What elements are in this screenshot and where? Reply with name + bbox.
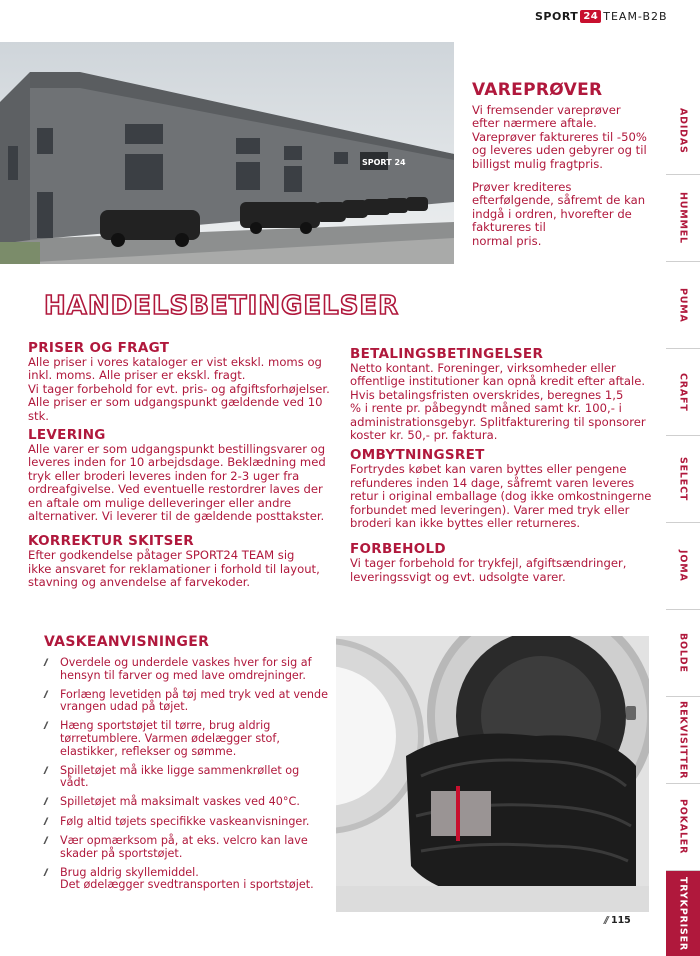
vareproever-section (472, 80, 652, 248)
tab-hummel[interactable] (666, 175, 700, 262)
tab-adidas[interactable] (666, 88, 700, 175)
care-item (44, 689, 328, 715)
tab-label: JOMA (677, 550, 689, 582)
section-line: leveres inden for 10 arbejdsdage. Beklædning med (28, 455, 326, 470)
tab-label: HUMMEL (677, 192, 689, 244)
brand-tabs (666, 88, 700, 956)
brand-badge: 24 (580, 10, 601, 23)
section-heading: OMBYTNINGSRET (350, 447, 485, 464)
care-heading: VASKEANVISNINGER (44, 634, 210, 650)
slash-mark: // (604, 915, 607, 926)
section-line: inkl. moms. Alle priser er ekskl. fragt. (28, 368, 246, 383)
page-number (604, 915, 631, 926)
tab-puma[interactable] (666, 262, 700, 349)
vareproever-line: billigst mulig fragtpris. (472, 156, 603, 171)
tab-pokaler[interactable] (666, 784, 700, 871)
section-line: broderi kan ikke byttes eller returneres. (350, 516, 581, 531)
care-item (44, 796, 328, 809)
section-line: Vi tager forbehold for evt. pris- og afgiftsforhøjelser. (28, 381, 330, 396)
brand-suffix: TEAM-B2B (603, 10, 668, 23)
building-illustration (0, 42, 454, 264)
tab-label: BOLDE (677, 633, 689, 673)
section-body (28, 356, 336, 423)
vareproever-heading: VAREPRØVER (472, 80, 603, 100)
section-line: Netto kontant. Foreninger, virksomheder eller (350, 361, 616, 375)
washing-machine-illustration (336, 636, 649, 912)
section-line: stavning og anvendelse af farvekoder. (28, 575, 251, 590)
section-line: stk. (28, 408, 49, 423)
care-item (44, 867, 328, 893)
care-line: Det ødelægger svedtransporten i sportstøjet. (60, 878, 314, 892)
section-body (350, 362, 658, 442)
section-line: Alle priser i vores kataloger er vist ekskl. moms og (28, 355, 322, 369)
slash-mark: // (44, 835, 46, 847)
section-line: ordreafgivelse. Ved eventuelle restordrer laves der (28, 482, 323, 497)
section-heading: PRISER OG FRAGT (28, 340, 170, 356)
section-body (350, 557, 658, 584)
vareproever-line: indgå i ordren, hvorefter de (472, 206, 632, 221)
care-line: tørretumblere. Varmen ødelægger stof, (60, 731, 280, 745)
section-line: koster kr. 50,- pr. faktura. (350, 428, 498, 443)
slash-mark: // (44, 797, 46, 809)
slash-mark: // (44, 867, 46, 879)
right-column (350, 346, 658, 584)
care-line: Spilletøjet må maksimalt vaskes ved 40°C. (60, 795, 300, 809)
care-item (44, 657, 328, 683)
tab-label: SELECT (677, 456, 689, 502)
section-heading: FORBEHOLD (350, 541, 446, 558)
care-item (44, 835, 328, 861)
tab-select[interactable] (666, 436, 700, 523)
section-line: tryk eller broderi leveres inden for 2-3 uger fra (28, 468, 300, 483)
left-column (28, 340, 336, 590)
tab-craft[interactable] (666, 349, 700, 436)
section-line: Fortrydes købet kan varen byttes eller pengene (350, 462, 627, 477)
section-body (350, 463, 658, 530)
section-korrektur (28, 533, 336, 589)
building-photo (0, 42, 454, 264)
care-line: Hæng sportstøjet til tørre, brug aldrig (60, 719, 271, 733)
vareproever-line: Vareprøver faktureres til -50% (472, 129, 647, 144)
section-priser (28, 340, 336, 423)
tab-label: REKVISITTER (677, 700, 689, 780)
section-line: en aftale om mulige delleveringer eller andre (28, 495, 292, 510)
section-line: leveringssvigt og evt. udsolgte varer. (350, 569, 566, 584)
tab-rekvisitter[interactable] (666, 697, 700, 784)
vareproever-text (472, 104, 652, 248)
tab-joma[interactable] (666, 523, 700, 610)
section-heading: LEVERING (28, 427, 106, 444)
vareproever-line: Vi fremsender vareprøver (472, 103, 621, 117)
vareproever-line: og leveres uden gebyrer og til (472, 143, 647, 158)
care-line: elastikker, reflekser og sømme. (60, 744, 237, 758)
section-line: alternativer. Vi leverer til de gældende posttakster. (28, 509, 325, 524)
care-line: Spilletøjet må ikke ligge sammenkrøllet og vådt. (60, 763, 300, 790)
section-line: administrationsgebyr. Splitfakturering til sponsorer (350, 414, 646, 429)
tab-label: POKALER (677, 799, 689, 855)
building-sign: SPORT 24 (362, 158, 406, 167)
care-line: Forlæng levetiden på tøj med tryk ved at vende (60, 687, 328, 701)
care-line: Overdele og underdele vaskes hver for sig af (60, 656, 312, 669)
slash-mark: // (44, 765, 46, 777)
tab-trykpriser[interactable] (666, 871, 700, 956)
vareproever-line: efterfølgende, såfremt de kan (472, 193, 646, 208)
slash-mark: // (44, 658, 46, 669)
section-line: refunderes inden 14 dage, såfremt varen leveres (350, 475, 635, 490)
tab-label: CRAFT (677, 372, 689, 412)
section-heading: BETALINGSBETINGELSER (350, 346, 544, 362)
care-item (44, 765, 328, 791)
section-line: Hvis betalingsfristen overskrides, beregnes 1,5 (350, 387, 624, 402)
section-line: Alle varer er som udgangspunkt bestillingsvarer og (28, 442, 326, 457)
care-list (44, 657, 328, 898)
section-line: Vi tager forbehold for trykfejl, afgiftsændringer, (350, 556, 627, 571)
section-line: forbundet med leveringen). Varer med tryk eller (350, 502, 630, 517)
care-line: Brug aldrig skyllemiddel. (60, 865, 199, 879)
section-forbehold (350, 541, 658, 584)
care-line: skader på sportstøjet. (60, 846, 183, 860)
brand-name: SPORT (535, 10, 579, 23)
vareproever-line: efter nærmere aftale. (472, 116, 597, 131)
vareproever-line: faktureres til (472, 220, 546, 235)
section-line: retur i original emballage (dog ikke omkostningerne (350, 489, 652, 504)
section-line: % i rente pr. påbegyndt måned samt kr. 100,- i (350, 401, 622, 416)
brand-logo (535, 10, 668, 23)
section-body (28, 443, 336, 523)
section-body (28, 549, 336, 589)
section-betaling (350, 346, 658, 442)
care-item (44, 816, 328, 829)
page-title: HANDELSBETINGELSER (44, 291, 400, 321)
section-line: offentlige institutioner kan opnå kredit efter aftale. (350, 374, 646, 389)
tab-bolde[interactable] (666, 610, 700, 697)
section-heading: KORREKTUR SKITSER (28, 533, 194, 550)
vareproever-line: normal pris. (472, 233, 542, 248)
section-ombytning (350, 447, 658, 530)
section-line: Efter godkendelse påtager SPORT24 TEAM sig (28, 548, 295, 563)
section-line: ikke ansvaret for reklamationer i forhold til layout, (28, 561, 320, 576)
slash-mark: // (44, 689, 46, 701)
tab-label: TRYKPRISER (677, 877, 689, 951)
tab-label: ADIDAS (677, 108, 689, 154)
slash-mark: // (44, 816, 46, 828)
care-item (44, 720, 328, 758)
care-line: hensyn til farver og med lave omdrejninger. (60, 668, 306, 682)
tab-label: PUMA (677, 287, 689, 323)
care-line: vrangen udad på tøjet. (60, 700, 189, 714)
page-number-value: 115 (610, 915, 631, 926)
vareproever-line: Prøver krediteres (472, 180, 572, 195)
section-line: Alle priser er som udgangspunkt gældende ved 10 (28, 395, 323, 410)
slash-mark: // (44, 721, 46, 733)
section-levering (28, 427, 336, 523)
care-line: Følg altid tøjets specifikke vaskeanvisninger. (60, 814, 310, 828)
care-line: Vær opmærksom på, at eks. velcro kan lave (60, 833, 308, 847)
washing-machine-photo (336, 636, 649, 912)
